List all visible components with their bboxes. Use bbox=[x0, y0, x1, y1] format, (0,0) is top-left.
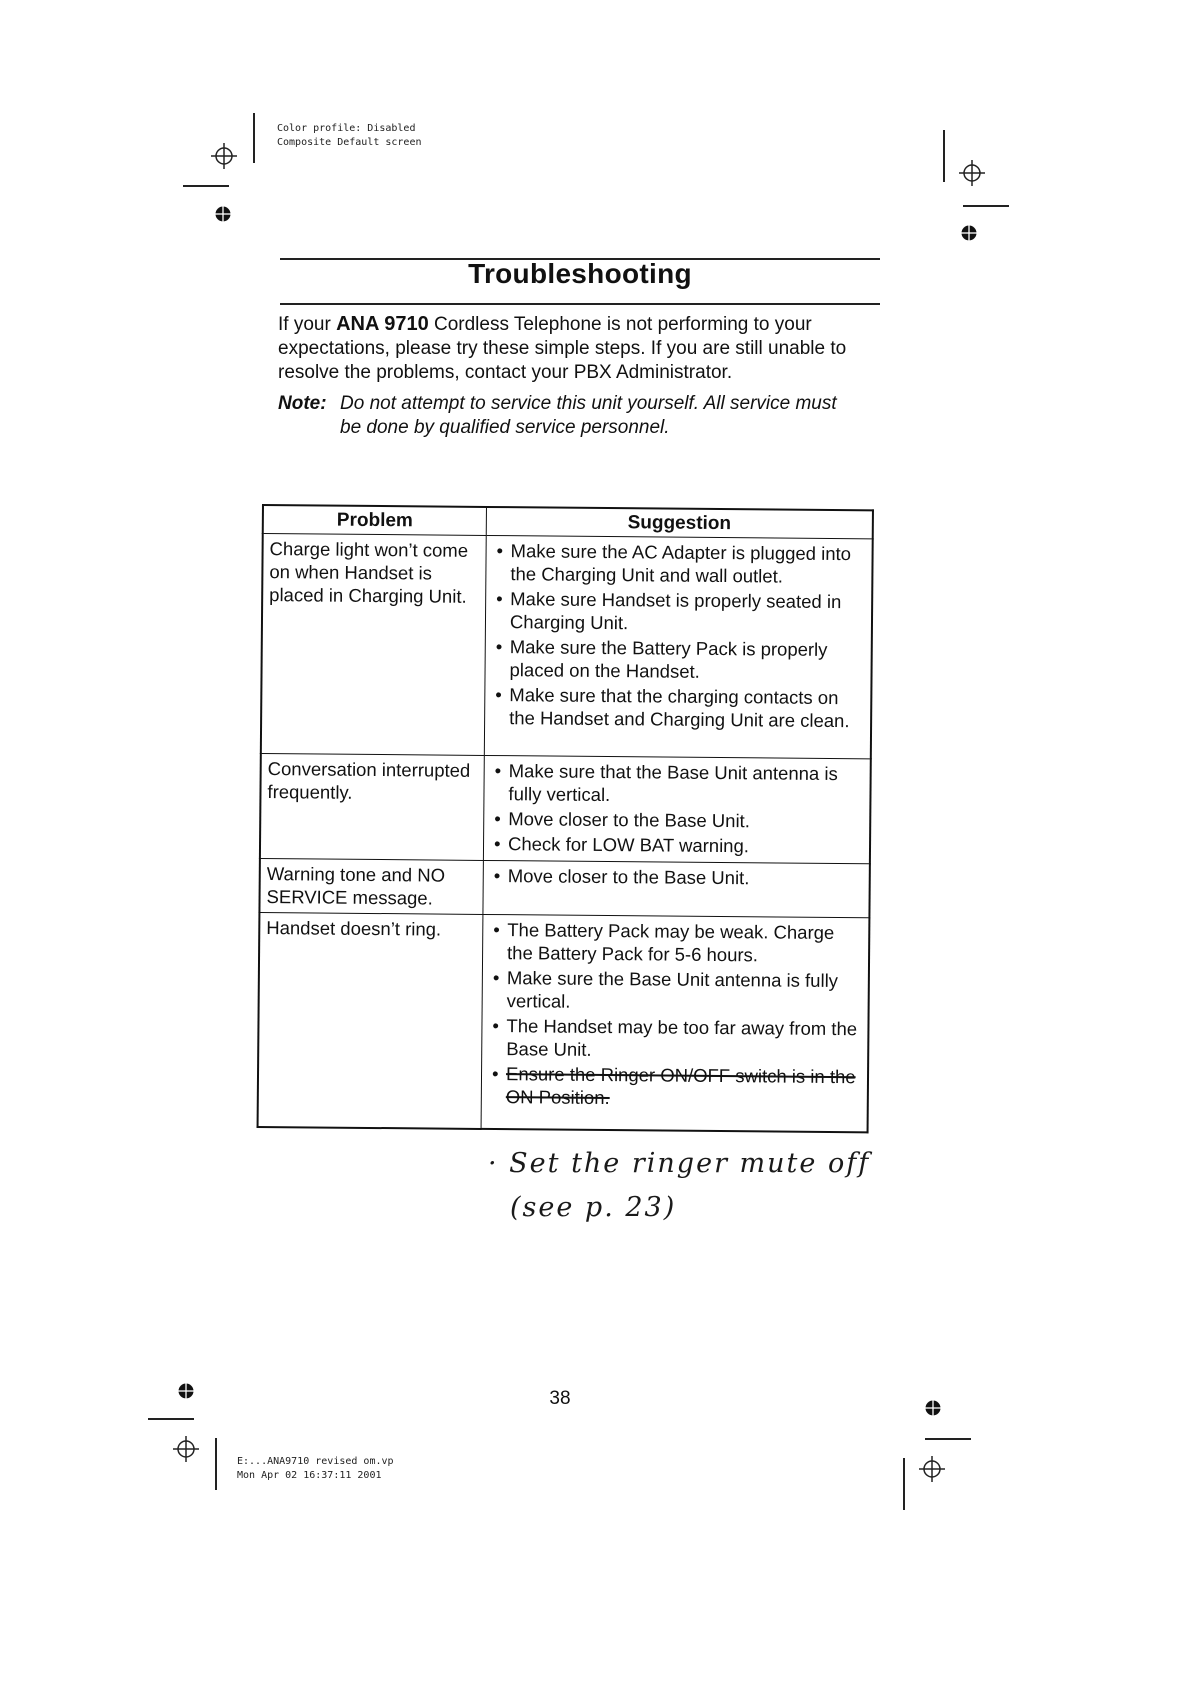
suggestion-item: • Make sure that the Base Unit antenna is fully vertical. bbox=[490, 759, 863, 808]
column-header-problem: Problem bbox=[263, 505, 487, 535]
suggestion-cell bbox=[483, 860, 870, 917]
problem-cell: Conversation interrupted frequently. bbox=[260, 753, 484, 860]
suggestion-item: • Make sure Handset is properly seated in Charging Unit. bbox=[492, 587, 865, 636]
suggestion-item: • Make sure that the charging contacts on the Handset and Charging Unit are clean. bbox=[491, 683, 864, 732]
table-row bbox=[259, 858, 869, 917]
problem-cell: Handset doesn’t ring. bbox=[258, 912, 483, 1128]
suggestion-item: • The Battery Pack may be weak. Charge the Battery Pack for 5-6 hours. bbox=[489, 918, 862, 967]
suggestion-item: • Make sure the Battery Pack is properly placed on the Handset. bbox=[491, 635, 864, 684]
suggestion-item: • Move closer to the Base Unit. bbox=[490, 864, 863, 890]
registration-dot-icon bbox=[961, 225, 977, 241]
suggestion-item: • The Handset may be too far away from the Base Unit. bbox=[488, 1014, 861, 1063]
registration-dot-icon bbox=[215, 206, 231, 222]
page-number: 38 bbox=[549, 1388, 571, 1409]
suggestion-item-struck: • Ensure the Ringer ON/OFF switch is in the ON Position. bbox=[488, 1062, 861, 1111]
color-profile-info: Color profile: Disabled Composite Default screen bbox=[277, 123, 422, 148]
product-name: ANA 9710 bbox=[336, 313, 429, 335]
suggestion-cell bbox=[481, 914, 869, 1131]
intro-paragraph: If your ANA 9710 Cordless Telephone is not performing to your expectations, please try these simple steps. If you are still unable to resolve the problems, contact your PBX Administrator. bbox=[278, 313, 847, 383]
registration-target-icon bbox=[173, 1436, 199, 1462]
service-note: Note: Do not attempt to service this unit yourself. All service must be done by qualified service personnel. bbox=[278, 393, 837, 438]
handwritten-note-line1: · Set the ringer mute off bbox=[488, 1148, 871, 1179]
table-row bbox=[258, 912, 870, 1131]
problem-cell: Charge light won’t come on when Handset is placed in Charging Unit. bbox=[261, 534, 486, 756]
registration-target-icon bbox=[919, 1456, 945, 1482]
page-title: Troubleshooting bbox=[468, 258, 692, 289]
registration-dot-icon bbox=[178, 1383, 194, 1399]
troubleshooting-table bbox=[257, 504, 874, 1133]
handwritten-note-line2: (see p. 23) bbox=[510, 1192, 677, 1223]
registration-dot-icon bbox=[925, 1400, 941, 1416]
column-header-suggestion: Suggestion bbox=[486, 507, 873, 539]
registration-target-icon bbox=[959, 160, 985, 186]
problem-cell: Warning tone and NO SERVICE message. bbox=[259, 858, 483, 914]
registration-target-icon bbox=[211, 143, 237, 169]
suggestion-item: • Make sure the Base Unit antenna is fully vertical. bbox=[489, 966, 862, 1015]
suggestion-item: • Make sure the AC Adapter is plugged into the Charging Unit and wall outlet. bbox=[492, 539, 865, 588]
suggestion-item: • Check for LOW BAT warning. bbox=[490, 832, 863, 858]
suggestion-cell bbox=[484, 535, 872, 758]
table-row bbox=[260, 753, 871, 863]
suggestion-cell bbox=[483, 755, 870, 863]
suggestion-item: • Move closer to the Base Unit. bbox=[490, 807, 863, 833]
table-row bbox=[261, 534, 873, 759]
file-info: E:...ANA9710 revised om.vp Mon Apr 02 16:37:11 2001 bbox=[237, 1456, 394, 1481]
